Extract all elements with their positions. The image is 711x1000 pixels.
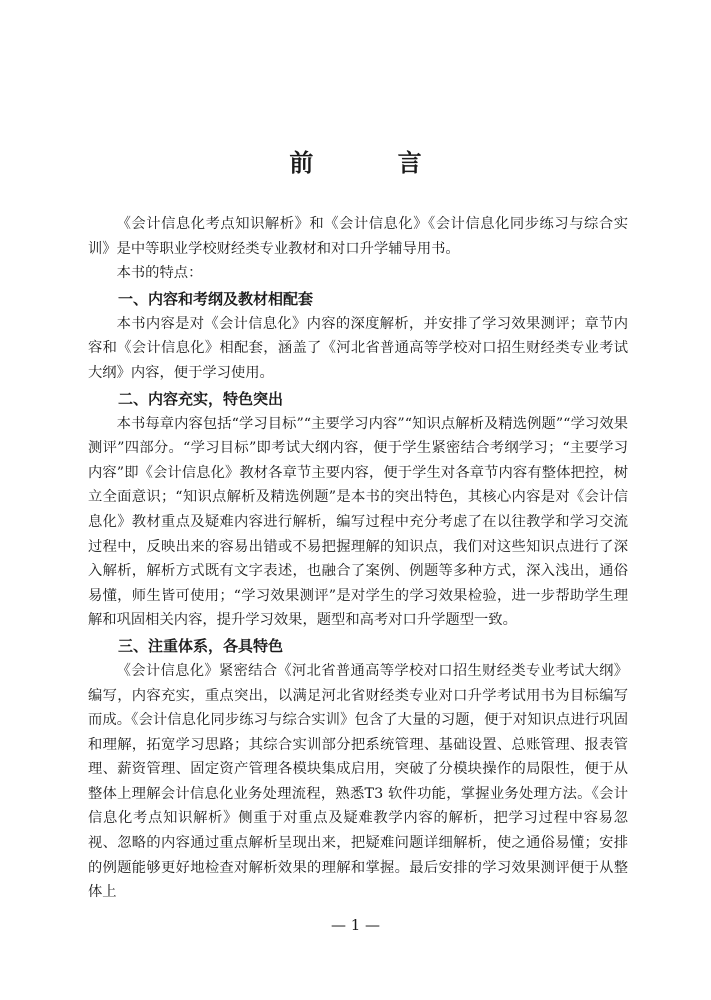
page-title: 前 言 (289, 149, 460, 177)
paragraph-section-3: 《会计信息化》紧密结合《河北省普通高等学校对口招生财经类专业考试大纲》编写，内容充实，重点突出，以满足河北省财经类专业对口升学考试用书为目标编写而成。《会计信息化同步练习与综合实训》包含了大量的习题，便于对知识点进行巩固和理解，拓宽学习思路；其综合实训部分把系统管理、基础设置、总账管理、报表管理、薪资管理、固定资产管理各模块集成启用，突破了分模块操作的局限性，便于从整体上理解会计信息化业务处理流程，熟悉T3 软件功能，掌握业务处理方法。《会计信息化考点知识解析》侧重于对重点及疑难教学内容的解析，把学习过程中容易忽视、忽略的内容通过重点解析呈现出来，把疑难问题详细解析，使之通俗易懂；安排的例题能够更好地检查对解析效果的理解和掌握。最后安排的学习效果测评便于从整体上 (88, 662, 628, 901)
section-heading-2: 二、内容充实，特色突出 (118, 389, 284, 408)
paragraph-features-lead: 本书的特点： (116, 265, 203, 282)
document-body (88, 212, 628, 905)
section-heading-3: 三、注重体系，各具特色 (118, 636, 284, 655)
paragraph-section-1: 本书内容是对《会计信息化》内容的深度解析，并安排了学习效果测评；章节内容和《会计信息化》相配套，涵盖了《河北省普通高等学校对口招生财经类专业考试大纲》内容，便于学习使用。 (88, 315, 628, 381)
section-heading-1: 一、内容和考纲及教材相配套 (118, 289, 314, 308)
paragraph-intro: 《会计信息化考点知识解析》和《会计信息化》《会计信息化同步练习与综合实训》是中等职业学校财经类专业教材和对口升学辅导用书。 (88, 216, 628, 257)
paragraph-section-2: 本书每章内容包括“学习目标”“主要学习内容”“知识点解析及精选例题”“学习效果测评”四部分。“学习目标”即考试大纲内容，便于学生紧密结合考纲学习；“主要学习内容”即《会计信息化》教材各章节主要内容，便于学生对各章节内容有整体把控，树立全面意识；“知识点解析及精选例题”是本书的突出特色，其核心内容是对《会计信息化》教材重点及疑难内容进行解析，编写过程中充分考虑了在以往教学和学习交流过程中，反映出来的容易出错或不易把握理解的知识点，我们对这些知识点进行了深入解析，解析方式既有文字表述，也融合了案例、例题等多种方式，深入浅出，通俗易懂，师生皆可使用；“学习效果测评”是对学生的学习效果检验，进一步帮助学生理解和巩固相关内容，提升学习效果，题型和高考对口升学题型一致。 (88, 415, 628, 629)
page-number: — 1 — (330, 916, 381, 934)
